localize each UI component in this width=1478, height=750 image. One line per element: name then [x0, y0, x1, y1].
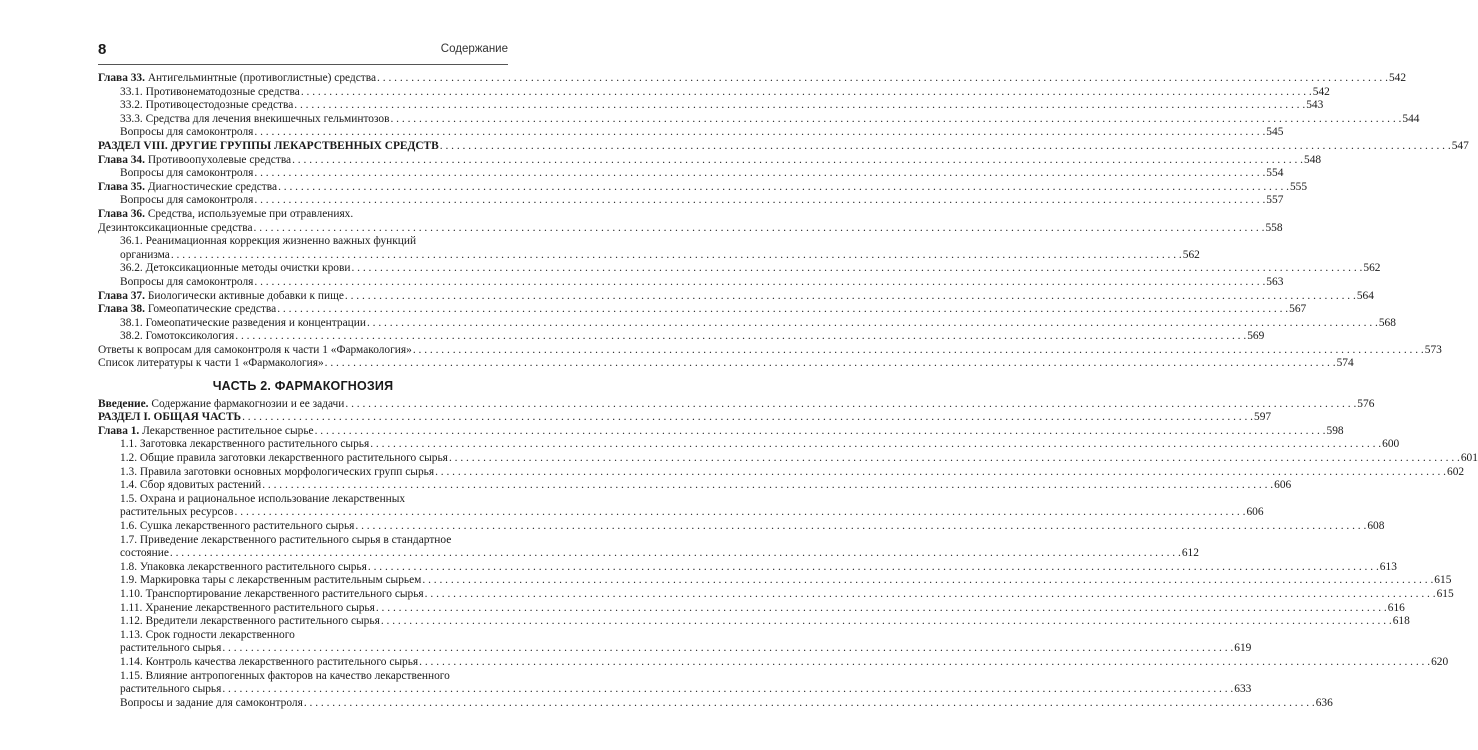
- table-of-contents: [98, 72, 1478, 710]
- toc-entry-page: 548: [1304, 153, 1322, 166]
- toc-entry: [98, 615, 1410, 629]
- toc-entry-text: Средства, используемые при отравлениях.: [144, 207, 354, 220]
- toc-entry: [98, 424, 1344, 439]
- toc-entry-page: 618: [1392, 615, 1410, 628]
- toc-entry-title: [120, 683, 221, 697]
- toc-entry-text: 38.1. Гомеопатические разведения и концентрации: [120, 316, 366, 329]
- toc-entry-text: организма: [120, 248, 170, 261]
- toc-entry-title: [98, 140, 439, 154]
- toc-entry: [98, 587, 1454, 602]
- dot-leader: [222, 642, 1233, 656]
- toc-entry-text: состояние: [120, 547, 169, 560]
- toc-entry-title: [120, 602, 375, 616]
- toc-entry-text: 1.14. Контроль качества лекарственного растительного сырья: [120, 655, 419, 668]
- toc-entry-title: [120, 452, 448, 466]
- toc-entry-page: 601: [1460, 452, 1478, 465]
- toc-entry: [98, 112, 1420, 127]
- dot-leader: [315, 425, 1326, 439]
- dot-leader: [235, 506, 1246, 520]
- toc-entry-page: 612: [1181, 547, 1199, 560]
- toc-entry-text: 1.13. Срок годности лекарственного: [120, 628, 295, 641]
- dot-leader: [254, 222, 1265, 236]
- toc-entry: [98, 343, 1442, 358]
- toc-entry: [98, 99, 1324, 113]
- toc-entry-text: 1.5. Охрана и рациональное использование лекарственных: [120, 492, 406, 505]
- toc-entry-page: 544: [1402, 112, 1420, 125]
- dot-leader: [377, 72, 1388, 86]
- dot-leader: [294, 99, 1305, 113]
- toc-entry-page: 619: [1234, 642, 1252, 655]
- dot-leader: [254, 167, 1265, 181]
- toc-entry-page: 608: [1367, 520, 1385, 532]
- toc-entry-text: Вопросы для самоконтроля: [120, 126, 254, 139]
- toc-entry-page: 562: [1363, 262, 1381, 275]
- toc-entry: [98, 262, 1381, 276]
- toc-entry-page: 569: [1247, 330, 1265, 343]
- toc-entry-title: [120, 588, 424, 602]
- toc-entry: [98, 574, 1452, 588]
- toc-entry-page: 568: [1378, 316, 1396, 329]
- toc-entry-page: 547: [1451, 139, 1469, 152]
- toc-entry-text: 1.3. Правила заготовки основных морфологических групп сырья: [120, 465, 435, 478]
- toc-entry-continued: [98, 493, 508, 507]
- part1-list: [98, 72, 1469, 371]
- toc-entry-title: [120, 99, 293, 113]
- toc-entry-text: Антигельминтные (противоглистные) средства: [144, 72, 377, 84]
- dot-leader: [425, 588, 1436, 602]
- toc-entry: [98, 479, 1292, 493]
- dot-leader: [325, 357, 1336, 371]
- toc-entry-text: Содержание фармакогнозии и ее задачи: [148, 397, 345, 410]
- toc-entry-text: Вопросы для самоконтроля: [120, 275, 254, 288]
- dot-leader: [170, 547, 1181, 561]
- toc-entry-page: 597: [1254, 411, 1272, 424]
- toc-entry-page: 574: [1336, 357, 1354, 370]
- toc-entry-text: 1.4. Сбор ядовитых растений: [120, 479, 262, 492]
- toc-entry-title: [120, 113, 389, 127]
- toc-entry-title: [120, 317, 366, 331]
- toc-entry: [98, 72, 1407, 86]
- toc-entry-continued: [98, 670, 508, 684]
- toc-entry-text: 1.1. Заготовка лекарственного растительного сырья: [120, 438, 370, 451]
- toc-entry-label: Глава 35.: [98, 180, 145, 193]
- toc-entry-text: растительных ресурсов: [120, 506, 234, 519]
- toc-entry-text: Ответы к вопросам для самоконтроля к части 1 «Фармакология»: [98, 343, 412, 356]
- dot-leader: [368, 561, 1379, 575]
- toc-entry-text: 38.2. Гомотоксикология: [120, 330, 235, 343]
- toc-entry: [98, 316, 1396, 331]
- toc-entry-title: [98, 425, 314, 439]
- toc-entry-title: [98, 290, 344, 304]
- toc-entry-text: 1.8. Упаковка лекарственного растительного сырья: [120, 560, 367, 573]
- toc-entry-title: [98, 72, 376, 86]
- toc-entry: [98, 547, 1199, 561]
- toc-entry: [98, 411, 1272, 425]
- toc-entry-title: [120, 330, 234, 344]
- toc-entry-page: 615: [1436, 587, 1454, 600]
- toc-entry-text: Вопросы для самоконтроля: [120, 167, 254, 180]
- toc-entry-page: 620: [1431, 655, 1449, 668]
- toc-entry-page: 542: [1388, 72, 1407, 84]
- toc-entry-text: Биологически активные добавки к пище: [144, 289, 344, 302]
- toc-entry: [98, 683, 1252, 697]
- dot-leader: [292, 154, 1303, 168]
- dot-leader: [370, 438, 1381, 452]
- toc-entry-continued: [98, 208, 508, 222]
- toc-entry-text: Лекарственное растительное сырье: [139, 424, 314, 437]
- toc-entry-label: Глава 1.: [98, 424, 140, 437]
- toc-entry-continued: [98, 534, 508, 548]
- page-header: [98, 40, 508, 65]
- toc-entry-title: [98, 398, 344, 412]
- toc-entry-text: 33.2. Противоцестодозные средства: [120, 99, 294, 112]
- dot-leader: [413, 344, 1424, 358]
- toc-entry-title: [120, 520, 354, 534]
- dot-leader: [277, 303, 1288, 317]
- toc-entry: [98, 560, 1397, 575]
- toc-entry-label: Глава 36.: [98, 207, 145, 220]
- toc-entry-title: [120, 561, 367, 575]
- toc-entry: [98, 248, 1200, 263]
- dot-leader: [171, 249, 1182, 263]
- dot-leader: [301, 86, 1312, 100]
- toc-entry-title: [98, 154, 291, 168]
- toc-entry-text: 1.2. Общие правила заготовки лекарственного растительного сырья: [120, 452, 448, 465]
- toc-entry-page: 562: [1182, 248, 1200, 261]
- toc-entry-text: Вопросы и задание для самоконтроля: [120, 696, 303, 709]
- toc-entry-title: [120, 506, 234, 520]
- toc-entry: [98, 520, 1385, 534]
- toc-entry: [98, 452, 1478, 466]
- toc-entry-page: 600: [1382, 438, 1400, 451]
- toc-entry-title: [120, 642, 221, 656]
- toc-entry-page: 563: [1266, 275, 1284, 288]
- toc-entry: [98, 696, 1333, 711]
- toc-entry-page: 576: [1357, 397, 1375, 410]
- dot-leader: [440, 140, 1451, 154]
- toc-entry: [98, 601, 1405, 616]
- toc-entry-text: Гомеопатические средства: [144, 303, 277, 316]
- toc-entry-text: Вопросы для самоконтроля: [120, 194, 254, 207]
- toc-entry: [98, 221, 1283, 236]
- toc-entry-text: 1.6. Сушка лекарственного растительного сырья: [120, 520, 355, 532]
- dot-leader: [235, 330, 1246, 344]
- toc-entry-text: 1.9. Маркировка тары с лекарственным растительным сырьем: [120, 574, 422, 587]
- toc-entry-title: [120, 262, 350, 276]
- dot-leader: [345, 398, 1356, 412]
- toc-entry-text: 1.15. Влияние антропогенных факторов на качество лекарственного: [120, 669, 450, 682]
- toc-entry: [98, 85, 1330, 100]
- toc-entry: [98, 194, 1284, 208]
- toc-entry-page: 606: [1274, 479, 1292, 492]
- dot-leader: [254, 126, 1265, 140]
- toc-entry-text: растительного сырья: [120, 683, 222, 696]
- dot-leader: [419, 656, 1430, 670]
- toc-entry-label: Глава 38.: [98, 303, 145, 316]
- toc-entry-page: 567: [1289, 303, 1307, 316]
- toc-entry-title: [120, 126, 253, 140]
- toc-entry-title: [120, 466, 434, 480]
- toc-entry-title: [120, 479, 261, 493]
- toc-entry: [98, 167, 1284, 181]
- toc-entry-title: [98, 181, 277, 195]
- toc-entry-page: 554: [1266, 167, 1284, 180]
- toc-entry-continued: [98, 235, 508, 249]
- toc-entry-text: 36.1. Реанимационная коррекция жизненно важных функций: [120, 235, 417, 248]
- toc-entry-page: 555: [1289, 180, 1308, 193]
- toc-entry-text: 1.12. Вредители лекарственного растительного сырья: [120, 615, 380, 628]
- toc-entry-page: 633: [1234, 683, 1252, 696]
- toc-entry-title: [120, 547, 169, 561]
- toc-entry: [98, 289, 1374, 304]
- toc-entry: [98, 438, 1400, 452]
- toc-entry-page: 598: [1326, 424, 1344, 437]
- toc-entry-label: Глава 33.: [98, 72, 145, 84]
- toc-entry-page: 602: [1447, 465, 1465, 478]
- toc-entry: [98, 397, 1375, 412]
- toc-entry-page: 564: [1356, 289, 1374, 302]
- dot-leader: [304, 697, 1315, 711]
- toc-entry: [98, 139, 1469, 154]
- toc-entry-text: 1.7. Приведение лекарственного растительного сырья в стандартное: [120, 533, 452, 546]
- dot-leader: [449, 452, 1460, 466]
- toc-entry-title: [120, 167, 253, 181]
- toc-entry: [98, 465, 1465, 480]
- toc-entry-text: 36.2. Детоксикационные методы очистки крови: [120, 262, 351, 275]
- dot-leader: [435, 466, 1446, 480]
- toc-entry: [98, 126, 1284, 140]
- toc-entry-title: [120, 697, 303, 711]
- toc-entry-text: Дезинтоксикационные средства: [98, 221, 253, 234]
- dot-leader: [355, 520, 1366, 534]
- page-number: 8: [98, 41, 107, 58]
- toc-entry-text: 33.3. Средства для лечения внекишечных гельминтозов: [120, 112, 390, 125]
- dot-leader: [376, 602, 1387, 616]
- toc-entry-title: [98, 357, 324, 371]
- toc-entry-title: [120, 249, 170, 263]
- toc-entry: [98, 303, 1307, 317]
- toc-entry-page: 613: [1379, 560, 1397, 573]
- dot-leader: [262, 479, 1273, 493]
- dot-leader: [278, 181, 1289, 195]
- toc-entry-text: Противоопухолевые средства: [144, 153, 292, 166]
- toc-entry-text: РАЗДЕЛ I. ОБЩАЯ ЧАСТЬ: [98, 411, 242, 424]
- dot-leader: [254, 194, 1265, 208]
- toc-entry-title: [98, 344, 412, 358]
- toc-entry: [98, 506, 1264, 520]
- toc-entry-title: [98, 222, 253, 236]
- toc-entry-title: [120, 574, 421, 588]
- toc-entry-page: 543: [1306, 99, 1324, 112]
- dot-leader: [367, 317, 1378, 331]
- dot-leader: [351, 262, 1362, 276]
- toc-entry-text: Список литературы к части 1 «Фармакология»: [98, 357, 324, 370]
- toc-entry: [98, 330, 1265, 344]
- dot-leader: [381, 615, 1392, 629]
- toc-entry-text: 33.1. Противонематодозные средства: [120, 85, 300, 98]
- toc-entry-label: Глава 37.: [98, 289, 145, 302]
- toc-entry-label: Введение.: [98, 397, 149, 410]
- section-name: Содержание: [440, 43, 508, 55]
- toc-entry-text: 1.10. Транспортирование лекарственного растительного сырья: [120, 587, 424, 600]
- toc-entry-text: растительного сырья: [120, 642, 222, 655]
- toc-entry: [98, 655, 1449, 670]
- toc-entry-label: Глава 34.: [98, 153, 145, 166]
- toc-entry: [98, 275, 1284, 290]
- toc-entry-title: [120, 656, 418, 670]
- toc-entry-text: Диагностические средства: [144, 180, 278, 193]
- toc-entry-page: 573: [1424, 343, 1442, 356]
- part2-title: ЧАСТЬ 2. ФАРМАКОГНОЗИЯ: [212, 379, 394, 394]
- toc-entry-continued: [98, 629, 508, 643]
- toc-entry-title: [120, 276, 253, 290]
- toc-entry-title: [98, 411, 241, 425]
- toc-entry: [98, 153, 1322, 168]
- dot-leader: [254, 276, 1265, 290]
- toc-entry-page: 558: [1265, 221, 1283, 234]
- toc-entry-title: [120, 86, 300, 100]
- toc-entry-title: [120, 615, 380, 629]
- dot-leader: [345, 290, 1356, 304]
- dot-leader: [390, 113, 1401, 127]
- toc-entry-page: 615: [1434, 574, 1452, 587]
- toc-entry-page: 557: [1266, 194, 1284, 207]
- toc-entry-page: 616: [1387, 601, 1405, 614]
- toc-entry-page: 545: [1266, 126, 1284, 139]
- toc-entry-text: РАЗДЕЛ VIII. ДРУГИЕ ГРУППЫ ЛЕКАРСТВЕННЫХ СРЕДСТВ: [98, 139, 439, 152]
- toc-entry-title: [120, 194, 253, 208]
- dot-leader: [242, 411, 1253, 425]
- toc-entry-title: [120, 438, 369, 452]
- part2-list: [98, 397, 1478, 711]
- toc-entry-page: 542: [1312, 85, 1330, 98]
- toc-entry: [98, 642, 1252, 656]
- toc-entry-page: 606: [1246, 506, 1264, 519]
- dot-leader: [222, 683, 1233, 697]
- toc-entry: [98, 357, 1354, 371]
- toc-entry-page: 636: [1315, 696, 1333, 709]
- toc-entry: [98, 180, 1308, 195]
- toc-entry-title: [98, 303, 276, 317]
- dot-leader: [422, 574, 1433, 588]
- toc-entry-text: 1.11. Хранение лекарственного растительного сырья: [120, 601, 375, 614]
